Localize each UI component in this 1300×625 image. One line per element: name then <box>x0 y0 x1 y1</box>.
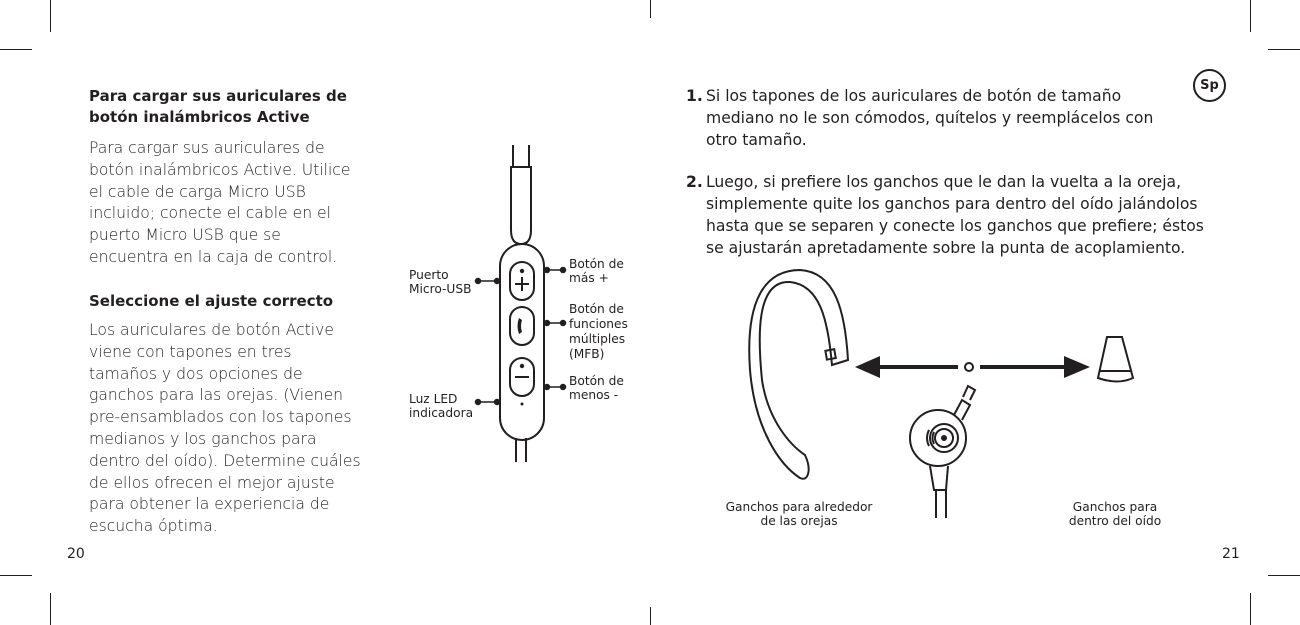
label-in-ear-hooks: Ganchos para dentro del oído <box>1068 500 1162 528</box>
section-heading-charging: Para cargar sus auriculares de botón inalámbricos Active <box>89 87 347 126</box>
arrow-left-icon <box>855 356 880 378</box>
step-item: 1. Si los tapones de los auriculares de botón de tamaño mediano no le son cómodos, quítelos y reemplácelos con otro tamaño. <box>686 87 1154 149</box>
label-led-indicator: Luz LED indicadora <box>409 392 474 420</box>
page-number-right: 21 <box>1222 546 1240 562</box>
step-item: 2. Luego, si prefiere los ganchos que le dan la vuelta a la oreja, simplemente quite los ganchos para dentro del oído jalándolos hasta que se separen y conecte los ganchos que prefiere; éstos se ajustarán apretadamente sobre la punta de acoplamiento. <box>686 173 1204 257</box>
page-number-left: 20 <box>67 546 85 562</box>
label-minus-button: Botón de menos - <box>569 374 624 402</box>
section-body-fit: Los auriculares de botón Active viene con tapones en tres tamaños y dos opciones de ganchos para las orejas. (Vienen pre-ensamblados con los tapones medianos y los ganchos para dentro del oído). Determine cuáles de ellos ofrecen el mejor ajuste para obtener la experiencia de escucha óptima. <box>89 321 361 536</box>
label-around-ear-hooks: Ganchos para alrededor de las orejas <box>725 500 873 528</box>
language-badge: Sp <box>1193 69 1226 102</box>
step-number: 1. <box>686 87 703 105</box>
section-heading-fit: Seleccione el ajuste correcto <box>89 292 334 310</box>
arrow-right-icon <box>1064 356 1090 378</box>
step-number: 2. <box>686 173 703 192</box>
label-plus-button: Botón de más + <box>569 257 624 285</box>
label-mfb-button: Botón de funciones múltiples (MFB) <box>569 302 628 361</box>
section-body-charging: Para cargar sus auriculares de botón inalámbricos Active. Utilice el cable de carga Micro USB incluido; conecte el cable en el puerto Micro USB que se encuentra en la caja de control. <box>89 139 351 266</box>
label-micro-usb-port: Puerto Micro-USB <box>409 268 472 296</box>
